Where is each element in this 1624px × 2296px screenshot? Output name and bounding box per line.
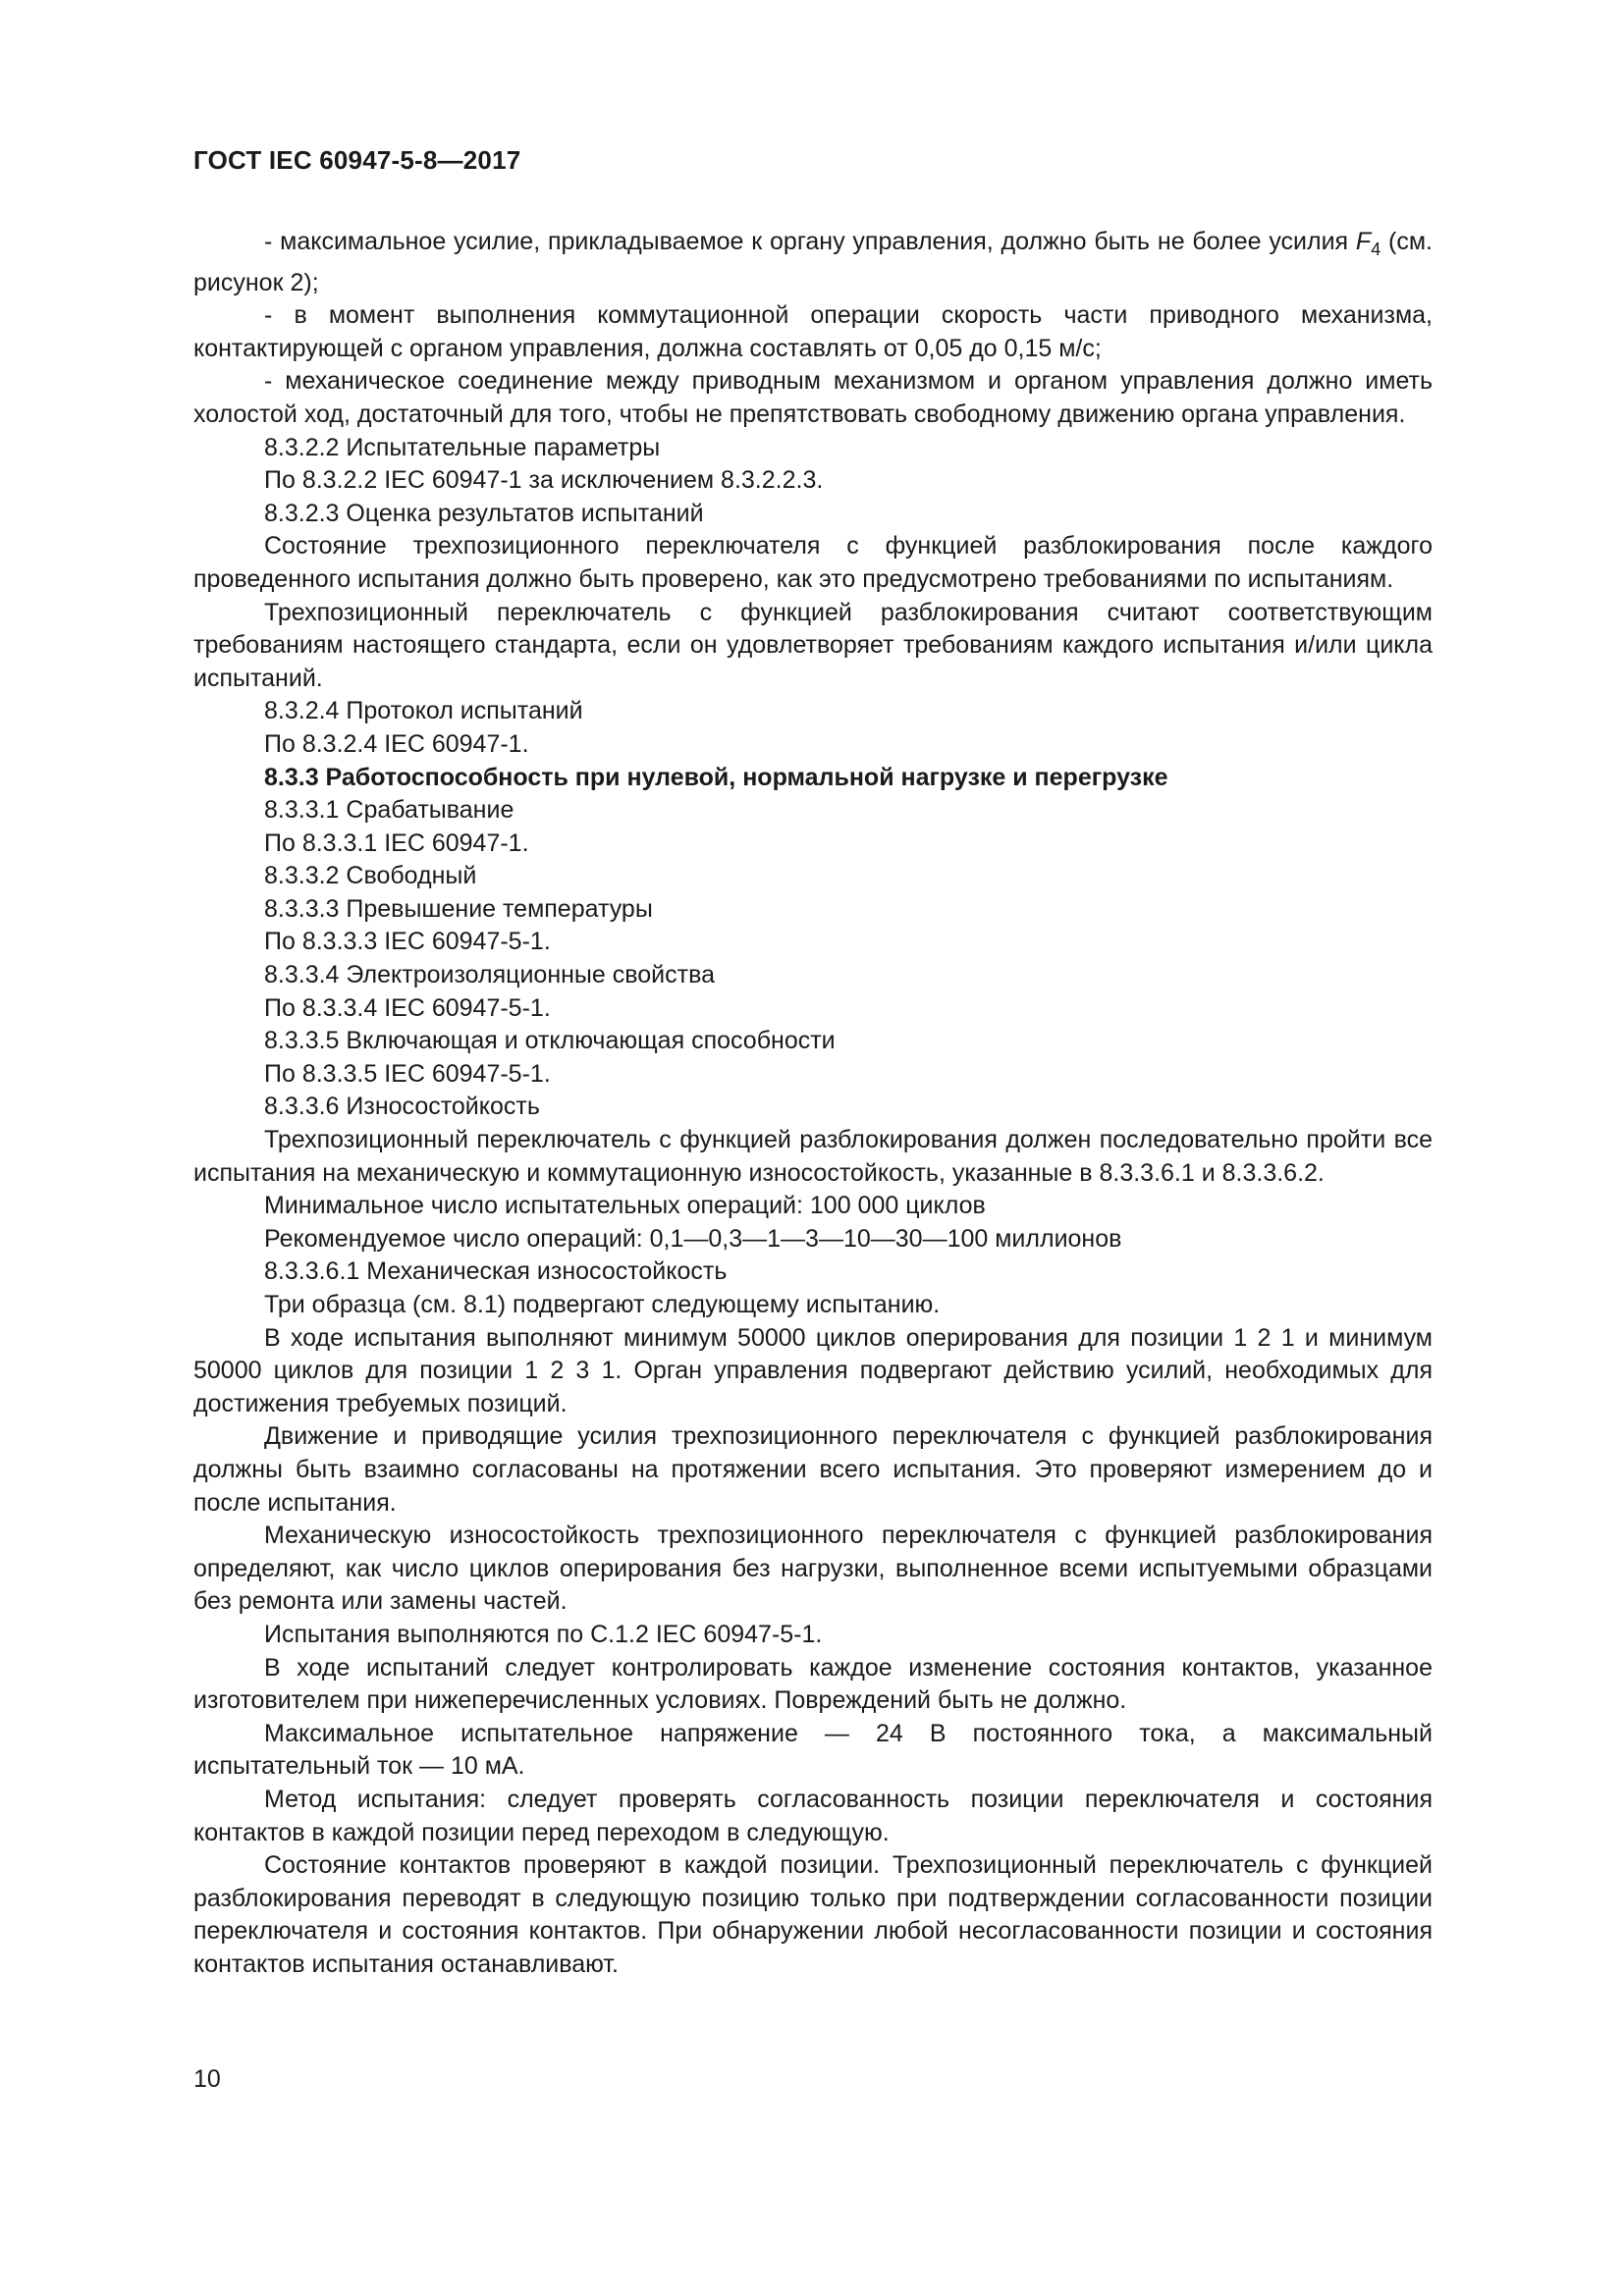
paragraph: Метод испытания: следует проверять согласованность позиции переключателя и состояния контактов в каждой позиции перед переходом в следующую. <box>193 1785 1433 1846</box>
page-number: 10 <box>193 2065 221 2093</box>
paragraph: Состояние трехпозиционного переключателя с функцией разблокирования после каждого проведенного испытания должно быть проверено, как это предусмотрено требованиями по испытаниям. <box>193 532 1433 593</box>
paragraph: По 8.3.3.3 IEC 60947-5-1. <box>264 928 551 956</box>
paragraph: В ходе испытаний следует контролировать каждое изменение состояния контактов, указанное изготовителем при нижеперечисленных условиях. Повреждений быть не должно. <box>193 1653 1433 1715</box>
paragraph: Состояние контактов проверяют в каждой позиции. Трехпозиционный переключатель с функцией разблокирования переводят в следующую позицию только при подтверждении согласованности позиции переключателя и состояния контактов. При обнаружении любой несогласованности позиции и состояния контактов испытания останавливают. <box>193 1851 1433 1978</box>
section-heading: 8.3.3.3 Превышение температуры <box>264 894 653 923</box>
paragraph: Механическую износостойкость трехпозиционного переключателя с функцией разблокирования определяют, как число циклов оперирования без нагрузки, выполненное всеми испытуемыми образцами без ремонта или замены частей. <box>193 1522 1433 1616</box>
subscript: 4 <box>1371 240 1381 259</box>
variable: F <box>1355 228 1372 255</box>
paragraph: По 8.3.2.4 IEC 60947-1. <box>264 729 529 758</box>
section-heading: 8.3.3.6 Износостойкость <box>264 1093 540 1121</box>
paragraph: Максимальное испытательное напряжение — 24 В постоянного тока, а максимальный испытательный ток — 10 мА. <box>193 1719 1433 1781</box>
paragraph: Рекомендуемое число операций: 0,1—0,3—1—3—10—30—100 миллионов <box>264 1224 1122 1253</box>
section-heading: 8.3.3.5 Включающая и отключающая способности <box>264 1027 836 1055</box>
section-heading: 8.3.3.1 Срабатывание <box>264 796 514 825</box>
section-heading: 8.3.2.3 Оценка результатов испытаний <box>264 499 704 527</box>
paragraph: Три образца (см. 8.1) подвергают следующему испытанию. <box>264 1291 941 1318</box>
text-fragment: (см. рисунок 2); <box>193 228 1433 296</box>
text-fragment: - максимальное усилие, прикладываемое к органу управления, должно быть не более усилия <box>264 228 1356 255</box>
list-item: - в момент выполнения коммутационной операции скорость части приводного механизма, контактирующей с органом управления, должна составлять от 0,05 до 0,15 м/с; <box>193 301 1433 362</box>
section-heading: 8.3.3.4 Электроизоляционные свойства <box>264 961 715 989</box>
paragraph: По 8.3.2.2 IEC 60947-1 за исключением 8.3.2.2.3. <box>264 466 824 495</box>
paragraph: Испытания выполняются по С.1.2 IEC 60947-5-1. <box>264 1620 823 1648</box>
paragraph: По 8.3.3.4 IEC 60947-5-1. <box>264 993 551 1022</box>
paragraph: В ходе испытания выполняют минимум 50000 циклов оперирования для позиции 1 2 1 и минимум 50000 циклов для позиции 1 2 3 1. Орган управления подвергают действию усилий, необходимых для достижения требуемых позиций. <box>193 1323 1433 1417</box>
document-header: ГОСТ IEC 60947-5-8—2017 <box>193 145 521 175</box>
paragraph: По 8.3.3.1 IEC 60947-1. <box>264 828 529 857</box>
list-item: - механическое соединение между приводным механизмом и органом управления должно иметь холостой ход, достаточный для того, чтобы не препятствовать свободному движению органа управления. <box>193 367 1433 428</box>
paragraph: Минимальное число испытательных операций: 100 000 циклов <box>264 1192 986 1220</box>
paragraph: По 8.3.3.5 IEC 60947-5-1. <box>264 1059 551 1088</box>
paragraph: Трехпозиционный переключатель с функцией разблокирования должен последовательно пройти все испытания на механическую и коммутационную износостойкость, указанные в 8.3.3.6.1 и 8.3.3.6.2. <box>193 1126 1433 1187</box>
section-heading-bold: 8.3.3 Работоспособность при нулевой, нормальной нагрузке и перегрузке <box>264 763 1168 791</box>
section-heading: 8.3.2.4 Протокол испытаний <box>264 697 583 725</box>
paragraph: Движение и приводящие усилия трехпозиционного переключателя с функцией разблокирования должны быть взаимно согласованы на протяжении всего испытания. Это проверяют измерением до и после испытания. <box>193 1422 1433 1517</box>
paragraph: Трехпозиционный переключатель с функцией разблокирования считают соответствующим требованиям настоящего стандарта, если он удовлетворяет требованиям каждого испытания и/или цикла испытаний. <box>193 598 1433 692</box>
section-heading: 8.3.2.2 Испытательные параметры <box>264 433 661 461</box>
document-body <box>193 226 1433 1981</box>
section-heading: 8.3.3.2 Свободный <box>264 862 477 890</box>
section-heading: 8.3.3.6.1 Механическая износостойкость <box>264 1257 728 1286</box>
list-item <box>193 226 1433 299</box>
